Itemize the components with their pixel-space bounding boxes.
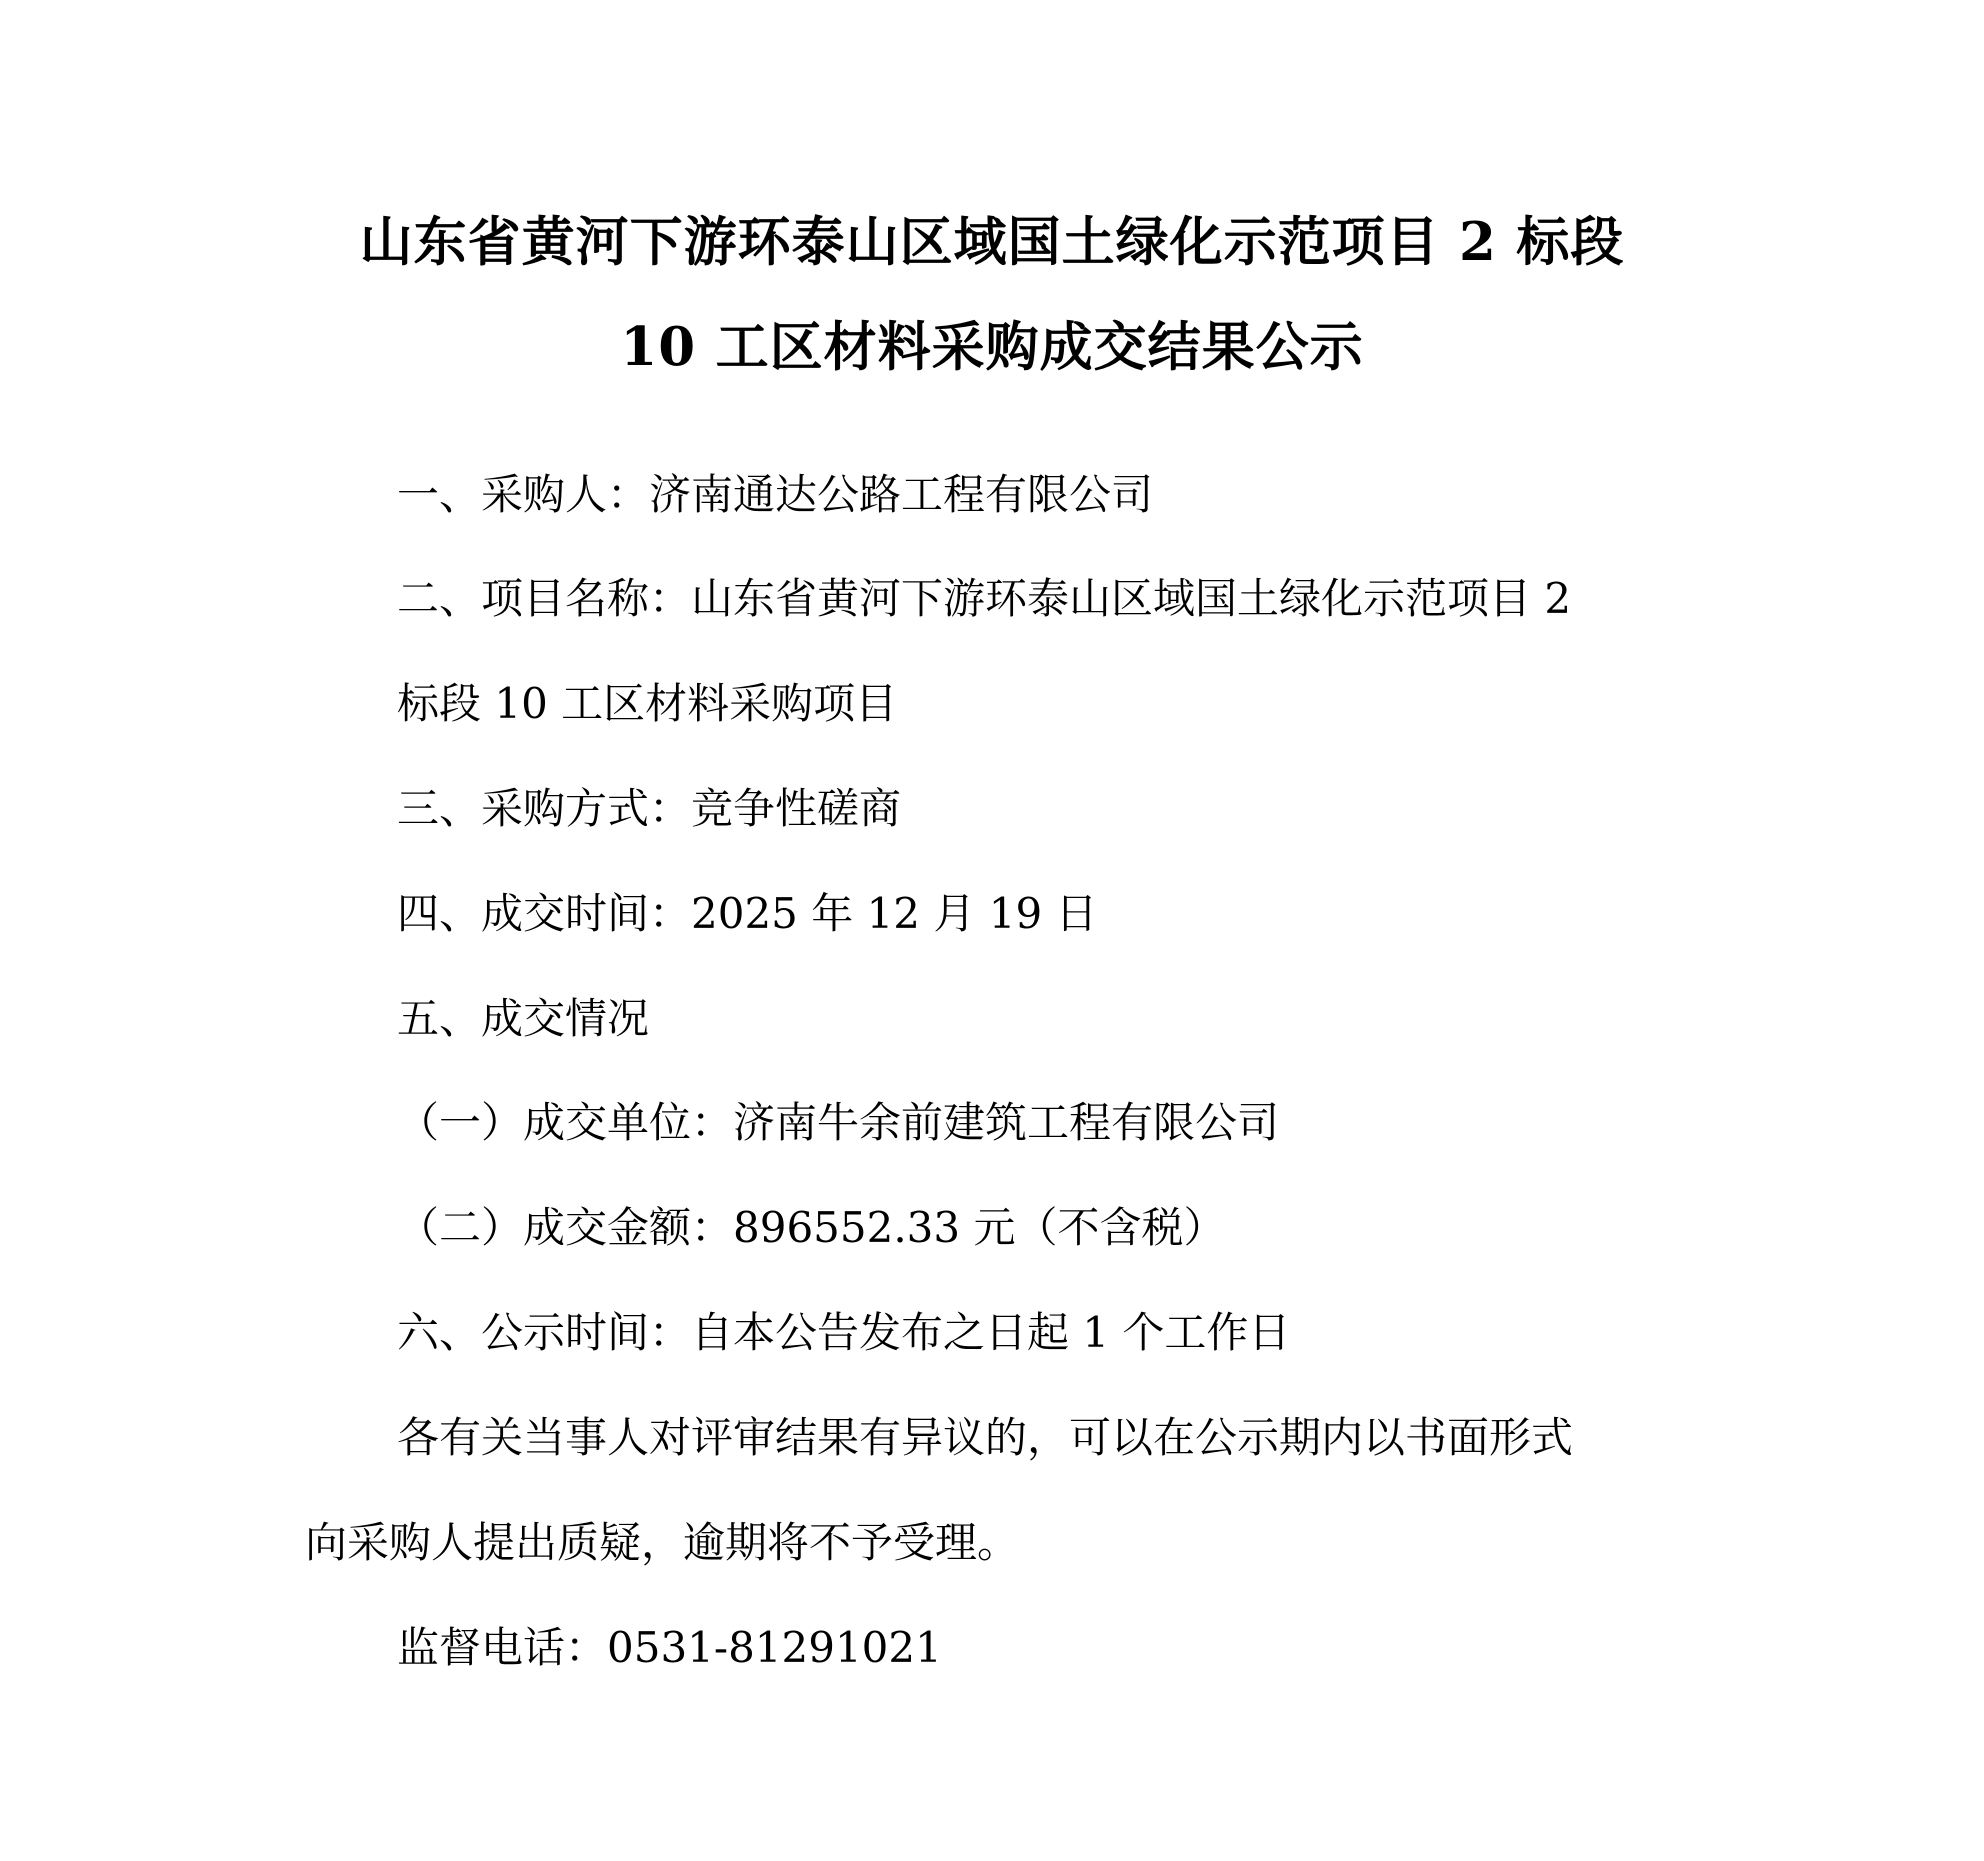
document-title-line-1: 山东省黄河下游环泰山区域国土绿化示范项目 2 标段 [359,211,1625,273]
project-name-line-2: 标段 10 工区材料采购项目 [397,679,898,728]
procurement-method-line: 三、采购方式：竞争性磋商 [397,784,902,833]
deal-amount-line: （二）成交金额：896552.33 元（不含税） [397,1203,1226,1252]
objection-line-2: 向采购人提出质疑，逾期将不予受理。 [305,1518,1020,1567]
supervision-phone-line: 监督电话：0531-81291021 [397,1623,942,1672]
document-title-line-2: 10 工区材料采购成交结果公示 [620,316,1364,378]
project-name-line-1: 二、项目名称：山东省黄河下游环泰山区域国土绿化示范项目 2 [397,574,1572,623]
deal-unit-line: （一）成交单位：济南牛余前建筑工程有限公司 [397,1098,1280,1147]
deal-time-line: 四、成交时间：2025 年 12 月 19 日 [397,889,1098,938]
deal-status-heading: 五、成交情况 [397,994,650,1043]
objection-line-1: 各有关当事人对评审结果有异议的，可以在公示期内以书面形式 [397,1413,1574,1462]
purchaser-line: 一、采购人：济南通达公路工程有限公司 [397,470,1154,519]
publicity-time-line: 六、公示时间：自本公告发布之日起 1 个工作日 [397,1308,1291,1357]
